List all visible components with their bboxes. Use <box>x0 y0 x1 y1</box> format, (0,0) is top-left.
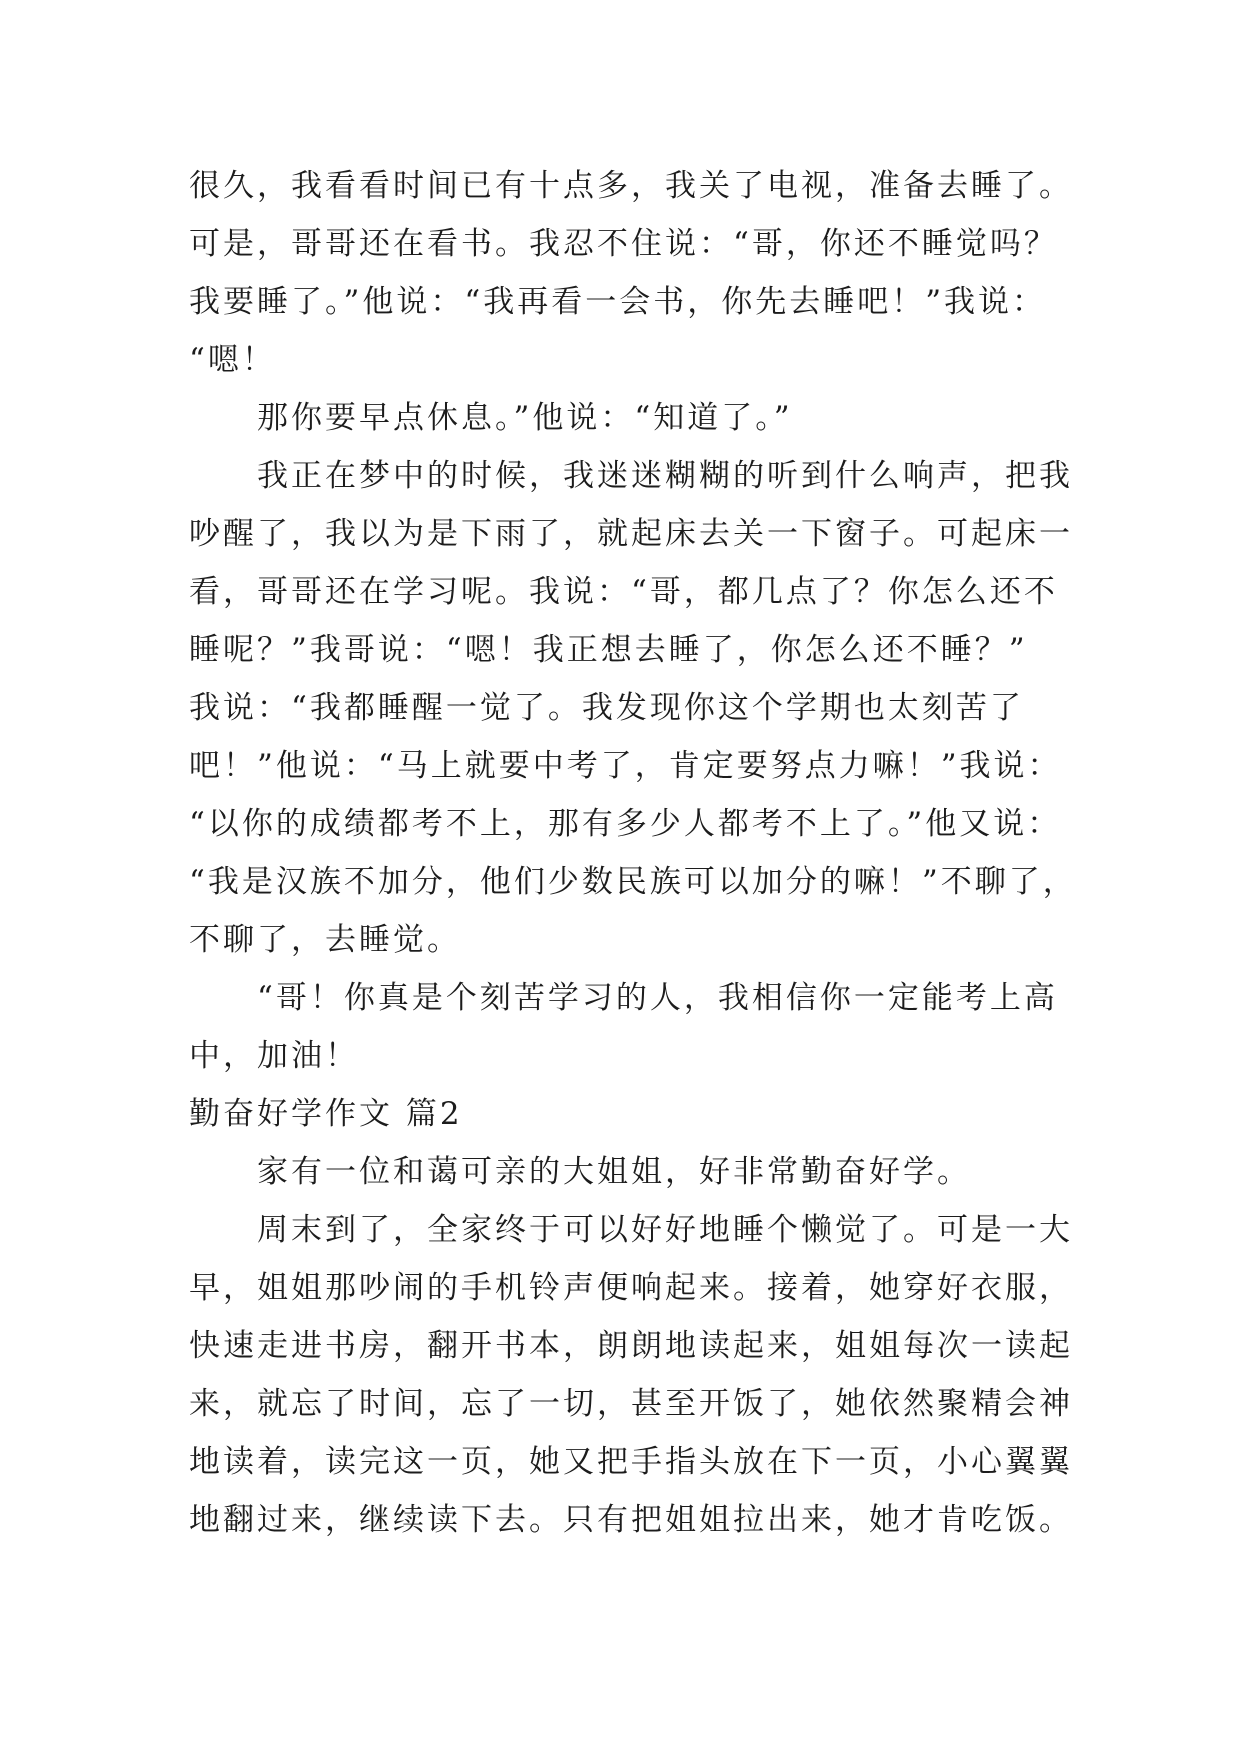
document-body <box>189 157 1129 1549</box>
text-line: 来，就忘了时间，忘了一切，甚至开饭了，她依然聚精会神 <box>189 1386 1073 1422</box>
text-line: 看，哥哥还在学习呢。我说：“哥，都几点了？你怎么还不 <box>189 574 1058 610</box>
text-line: 不聊了，去睡觉。 <box>189 922 461 958</box>
text-line: 很久，我看看时间已有十点多，我关了电视，准备去睡了。 <box>189 168 1073 204</box>
text-line: “我是汉族不加分，他们少数民族可以加分的嘛！”不聊了， <box>189 864 1077 900</box>
text-line: 吵醒了，我以为是下雨了，就起床去关一下窗子。可起床一 <box>189 516 1073 552</box>
text-line: 吧！”他说：“马上就要中考了，肯定要努点力嘛！”我说： <box>189 748 1062 784</box>
essay-title: 勤奋好学作文 篇2 <box>189 1096 463 1132</box>
text-line: 家有一位和蔼可亲的大姐姐，好非常勤奋好学。 <box>257 1154 971 1190</box>
paragraph <box>189 447 1129 969</box>
paragraph <box>189 969 1129 1085</box>
text-line: 那你要早点休息。”他说：“知道了。” <box>257 400 793 436</box>
paragraph <box>189 1201 1129 1549</box>
text-line: 可是，哥哥还在看书。我忍不住说：“哥，你还不睡觉吗？ <box>189 226 1058 262</box>
text-line: “以你的成绩都考不上，那有多少人都考不上了。”他又说： <box>189 806 1062 842</box>
text-line: 我正在梦中的时候，我迷迷糊糊的听到什么响声，把我 <box>257 458 1073 494</box>
text-line: 早，姐姐那吵闹的手机铃声便响起来。接着，她穿好衣服， <box>189 1270 1073 1306</box>
text-line: 我要睡了。”他说：“我再看一会书，你先去睡吧！”我说： <box>189 284 1047 320</box>
text-line: 我说：“我都睡醒一觉了。我发现你这个学期也太刻苦了 <box>189 690 1024 726</box>
text-line: 快速走进书房，翻开书本，朗朗地读起来，姐姐每次一读起 <box>189 1328 1073 1364</box>
text-line: 周末到了，全家终于可以好好地睡个懒觉了。可是一大 <box>257 1212 1073 1248</box>
text-line: 地翻过来，继续读下去。只有把姐姐拉出来，她才肯吃饭。 <box>189 1502 1073 1538</box>
paragraph <box>189 1143 1129 1201</box>
paragraph <box>189 157 1129 389</box>
text-line: 地读着，读完这一页，她又把手指头放在下一页，小心翼翼 <box>189 1444 1073 1480</box>
paragraph <box>189 389 1129 447</box>
text-line: 睡呢？”我哥说：“嗯！我正想去睡了，你怎么还不睡？” <box>189 632 1028 668</box>
text-line: 中，加油！ <box>189 1038 359 1074</box>
text-line: “哥！你真是个刻苦学习的人，我相信你一定能考上高 <box>257 980 1058 1016</box>
text-line: “嗯！ <box>189 342 276 378</box>
